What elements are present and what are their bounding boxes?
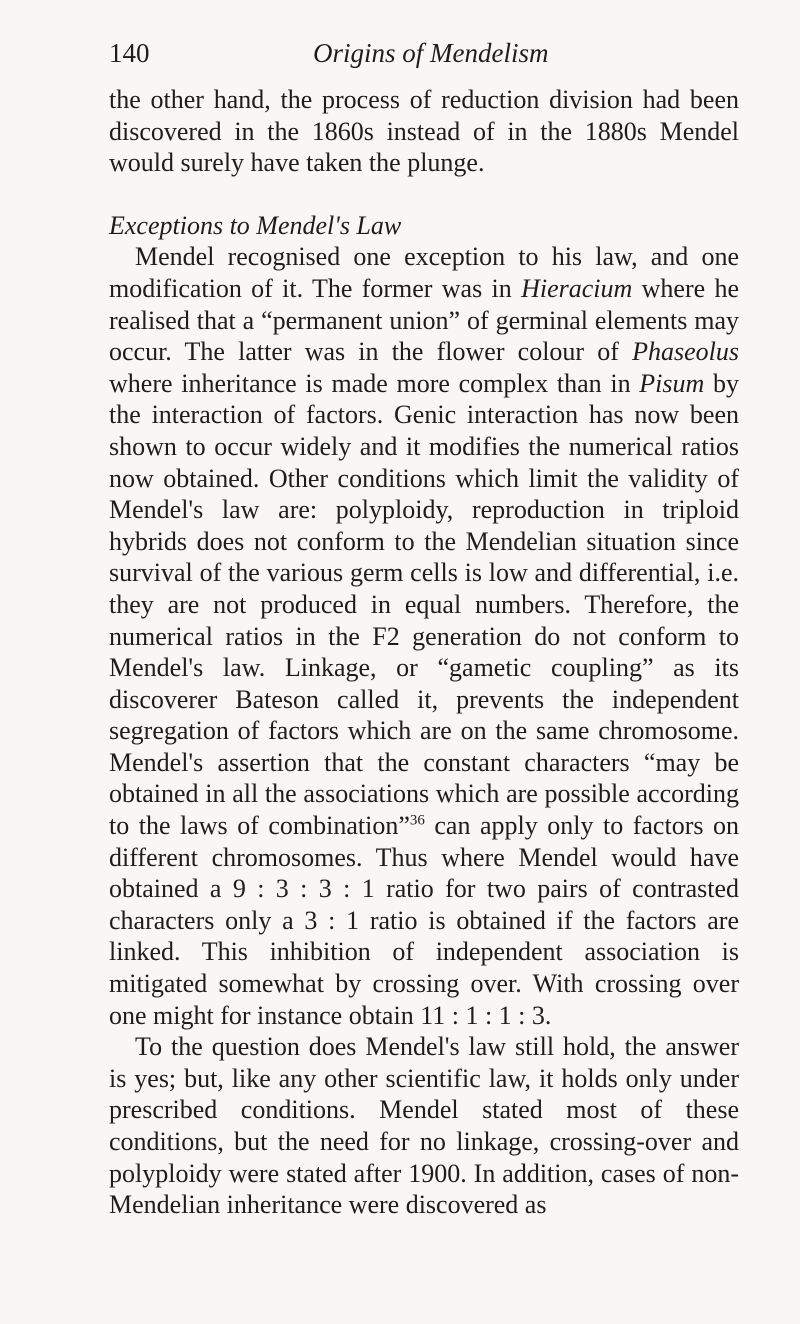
paragraph-question <box>109 1031 739 1221</box>
paragraph-continuation: the other hand, the process of reduction division had been discovered in the 1860s instead of in the 1880s Mendel would surely have taken the plunge. <box>109 85 739 178</box>
paragraph-exceptions <box>109 241 739 1031</box>
footnote-ref: 36 <box>409 812 425 829</box>
text-run: by the interaction of factors. Genic interaction has now been shown to occur widely and it modifies the numerical ratios now obtained. Other conditions which limit the validity of Mendel's law are: polyploidy, reproduction in triploid hybrids does not conform to the Mendelian situation since survival of the various germ cells is low and differential, i.e. they are not produced in equal numbers. Therefore, the numerical ratios in the F2 generation do not conform to Mendel's law. Linkage, or “gametic coupling” as its discoverer Bateson called it, prevents the independent segregation of factors which are on the same chromosome. Mendel's assertion that the constant characters “may be obtained in all the associations which are possible according to the laws of combination” <box>109 368 739 841</box>
text-run: can apply only to factors on different chromosomes. Thus where Mendel would have obtained a 9 : 3 : 3 : 1 ratio for two pairs of contrasted characters only a 3 : 1 ratio is obtained if the factors are linked. This inhibition of independent association is mitigated somewhat by crossing over. With crossing over one might for instance obtain 11 : 1 : 1 : 3. <box>109 811 739 1030</box>
page-number: 140 <box>109 38 150 68</box>
genus-hieracium: Hieracium <box>521 273 633 303</box>
text-run: To the question does Mendel's law still hold, the answer is yes; but, like any other scientific law, it holds only under prescribed conditions. Mendel stated most of these conditions, but the need for no linkage, crossing-over and polyploidy were stated after 1900. In addition, cases of non-Mendelian inheritance were discovered as <box>109 1032 739 1220</box>
text-run: where inheritance is made more complex than in <box>109 368 640 398</box>
section-heading: Exceptions to Mendel's Law <box>109 210 402 240</box>
genus-phaseolus: Phaseolus <box>632 337 739 367</box>
body-text <box>109 84 739 1221</box>
text-run: where he realised that a “permanent union” of germinal elements may occur. The latter was in the flower colour of <box>109 273 740 367</box>
genus-pisum: Pisum <box>639 368 705 398</box>
text-run: Mendel recognised one exception to his law, and one modification of it. The former was in <box>109 242 739 303</box>
running-title: Origins of Mendelism <box>313 38 549 68</box>
